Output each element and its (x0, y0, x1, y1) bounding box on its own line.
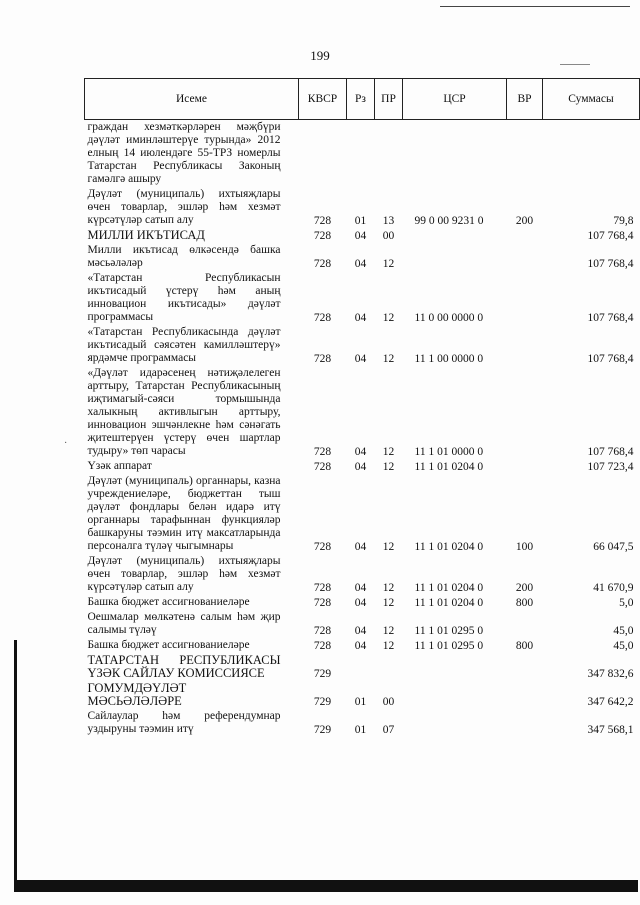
cell-name: ТАТАРСТАН РЕСПУБЛИКАСЫ ҮЗӘК САЙЛАУ КОМИССИЯСЕ (87, 653, 281, 680)
cell-sum: 347 568,1 (587, 724, 634, 736)
cell-csr (403, 120, 507, 188)
cell-sum: 45,0 (613, 640, 634, 652)
table-row (85, 325, 640, 366)
cell-pr: 00 (382, 696, 395, 708)
table-row (85, 681, 640, 709)
col-header-vr: ВР (507, 79, 543, 120)
cell-name: «Дәүләт идарәсенең нәтиҗәлелеген арттыру, Татарстан Республикасының иҗтимагый-сәяси тормышында халыкның активлыгын арттыру, инновацион эшчәнлекне һәм сәнәгать җитештерүен үстерү өчен шартлар тудыру» төп чарасы (87, 367, 281, 457)
cell-rz: 04 (354, 461, 367, 473)
cell-csr (403, 228, 507, 243)
cell-vr (507, 120, 543, 188)
cell-pr: 12 (382, 353, 395, 365)
cell-csr (403, 681, 507, 709)
cell-vr (507, 653, 543, 681)
cell-vr (507, 271, 543, 325)
table-row (85, 709, 640, 737)
header-row (85, 79, 640, 120)
cell-rz: 04 (354, 597, 367, 609)
top-rule (440, 6, 630, 7)
cell-csr (403, 243, 507, 271)
scan-mark (560, 64, 590, 65)
cell-name: Сайлаулар һәм референдумнар уздыруны тәэмин итү (87, 710, 281, 735)
cell-pr: 12 (382, 625, 395, 637)
table-row (85, 554, 640, 595)
table-row (85, 638, 640, 653)
col-header-pr: ПР (375, 79, 403, 120)
cell-name: ГОМУМДӘҮЛӘТ МӘСЬӘЛӘЛӘРЕ (87, 681, 187, 708)
cell-sum: 79,8 (613, 215, 634, 227)
cell-sum: 5,0 (619, 597, 634, 609)
cell-csr: 11 1 01 0000 0 (414, 446, 484, 458)
cell-vr (507, 325, 543, 366)
cell-name: Башка бюджет ассигнованиеләре (87, 596, 250, 608)
cell-vr (507, 228, 543, 243)
col-header-kvsr: КВСР (299, 79, 347, 120)
cell-vr: 200 (515, 215, 534, 227)
cell-sum: 45,0 (613, 625, 634, 637)
cell-pr: 12 (382, 312, 395, 324)
table-row (85, 459, 640, 474)
table-body (85, 120, 640, 738)
cell-kvsr: 728 (313, 625, 332, 637)
cell-rz: 04 (354, 582, 367, 594)
table-row (85, 228, 640, 243)
table-row (85, 120, 640, 188)
cell-name: Дәүләт (муниципаль) ихтыяҗлары өчен товарлар, эшләр һәм хезмәт күрсәтүләр сатып алу (87, 188, 281, 226)
cell-kvsr: 728 (313, 258, 332, 270)
cell-pr: 12 (382, 582, 395, 594)
cell-vr (507, 243, 543, 271)
cell-sum: 107 768,4 (587, 258, 634, 270)
col-header-rz: Рз (347, 79, 375, 120)
page-number: 199 (310, 48, 330, 63)
table-row (85, 187, 640, 228)
cell-kvsr: 729 (313, 696, 332, 708)
cell-csr: 11 0 00 0000 0 (414, 312, 484, 324)
cell-csr: 11 1 01 0204 0 (414, 461, 484, 473)
cell-kvsr: 728 (313, 353, 332, 365)
cell-kvsr: 728 (313, 461, 332, 473)
cell-pr: 12 (382, 446, 395, 458)
cell-pr: 12 (382, 640, 395, 652)
cell-pr: 13 (382, 215, 395, 227)
cell-vr (507, 709, 543, 737)
cell-kvsr: 728 (313, 541, 332, 553)
cell-sum: 66 047,5 (593, 541, 634, 553)
table-row (85, 366, 640, 459)
cell-pr: 07 (382, 724, 395, 736)
cell-kvsr: 728 (313, 582, 332, 594)
cell-csr: 99 0 00 9231 0 (414, 215, 484, 227)
cell-kvsr: 728 (313, 312, 332, 324)
cell-rz: 01 (354, 696, 367, 708)
cell-kvsr: 728 (313, 230, 332, 242)
cell-pr (375, 653, 403, 681)
cell-kvsr: 728 (313, 215, 332, 227)
cell-vr (507, 459, 543, 474)
cell-sum: 347 832,6 (587, 668, 634, 680)
cell-sum: 347 642,2 (587, 696, 634, 708)
cell-csr: 11 1 00 0000 0 (414, 353, 484, 365)
table-row (85, 243, 640, 271)
cell-name: Милли икътисад өлкәсендә башка мәсьәләләр (87, 244, 281, 269)
cell-csr: 11 1 01 0204 0 (414, 597, 484, 609)
cell-rz: 04 (354, 446, 367, 458)
cell-name: Оешмалар мөлкәтенә салым һәм җир салымы түләү (87, 611, 281, 636)
cell-pr (375, 120, 403, 188)
cell-rz: 04 (354, 230, 367, 242)
cell-csr (403, 709, 507, 737)
cell-rz: 04 (354, 541, 367, 553)
cell-vr (507, 610, 543, 638)
cell-rz: 04 (354, 312, 367, 324)
cell-kvsr: 728 (313, 597, 332, 609)
cell-rz: 01 (354, 215, 367, 227)
cell-csr: 11 1 01 0204 0 (414, 582, 484, 594)
table-row (85, 474, 640, 554)
cell-csr (403, 653, 507, 681)
cell-rz: 04 (354, 353, 367, 365)
cell-pr: 12 (382, 258, 395, 270)
cell-rz (347, 120, 375, 188)
cell-vr (507, 366, 543, 459)
table-row (85, 653, 640, 681)
cell-vr: 100 (515, 541, 534, 553)
cell-sum (543, 120, 640, 188)
table-row (85, 610, 640, 638)
cell-sum: 107 768,4 (587, 230, 634, 242)
scan-border-bottom (14, 880, 638, 892)
cell-name: Дәүләт (муниципаль) ихтыяҗлары өчен товарлар, эшләр һәм хезмәт күрсәтүләр сатып алу (87, 555, 281, 593)
cell-vr: 800 (515, 640, 534, 652)
cell-name: Үзәк аппарат (87, 460, 152, 472)
cell-csr: 11 1 01 0295 0 (414, 625, 484, 637)
cell-vr: 800 (515, 597, 534, 609)
budget-table (84, 78, 640, 737)
cell-vr (507, 681, 543, 709)
cell-rz: 01 (354, 724, 367, 736)
cell-pr: 00 (382, 230, 395, 242)
col-header-csr: ЦСР (403, 79, 507, 120)
cell-sum: 41 670,9 (593, 582, 634, 594)
cell-pr: 12 (382, 541, 395, 553)
cell-sum: 107 768,4 (587, 312, 634, 324)
cell-csr: 11 1 01 0204 0 (414, 541, 484, 553)
cell-csr: 11 1 01 0295 0 (414, 640, 484, 652)
cell-name: граждан хезмәткәрләрен мәҗбүри дәүләт иминләштерүе турында» 2012 елның 14 июлендәге 55-ТРЗ номерлы Татарстан Республикасы Законың гамәлгә ашыру (87, 121, 281, 185)
col-header-name: Исеме (85, 79, 299, 120)
cell-sum: 107 768,4 (587, 446, 634, 458)
cell-kvsr: 728 (313, 640, 332, 652)
cell-vr: 200 (515, 582, 534, 594)
cell-kvsr: 729 (313, 668, 332, 680)
cell-name: «Татарстан Республикасын икътисадый үстерү һәм аның инновацион икътисады» дәүләт программасы (87, 272, 281, 323)
cell-rz (347, 653, 375, 681)
col-header-sum: Суммасы (543, 79, 640, 120)
cell-sum: 107 723,4 (587, 461, 634, 473)
cell-name: МИЛЛИ ИКЪТИСАД (87, 228, 205, 242)
cell-rz: 04 (354, 625, 367, 637)
table-row (85, 595, 640, 610)
cell-name: «Татарстан Республикасында дәүләт икътисадый сәясәтен камилләштерү» ярдәмче программасы (87, 326, 281, 364)
cell-name: Башка бюджет ассигнованиеләре (87, 639, 250, 651)
cell-pr: 12 (382, 597, 395, 609)
cell-sum: 107 768,4 (587, 353, 634, 365)
scan-speck: · (64, 438, 68, 449)
cell-kvsr: 729 (313, 724, 332, 736)
cell-rz: 04 (354, 258, 367, 270)
cell-name: Дәүләт (муниципаль) органнары, казна учреждениеләре, бюджеттан тыш дәүләт фондлары белән идарә итү органнары тарафыннан функцияләр башкаруны тәэмин итү максатларында персоналга түләү чыгымнары (87, 475, 281, 552)
cell-kvsr: 728 (313, 446, 332, 458)
cell-pr: 12 (382, 461, 395, 473)
cell-kvsr (299, 120, 347, 188)
scan-border-left (14, 640, 17, 890)
table-row (85, 271, 640, 325)
cell-rz: 04 (354, 640, 367, 652)
